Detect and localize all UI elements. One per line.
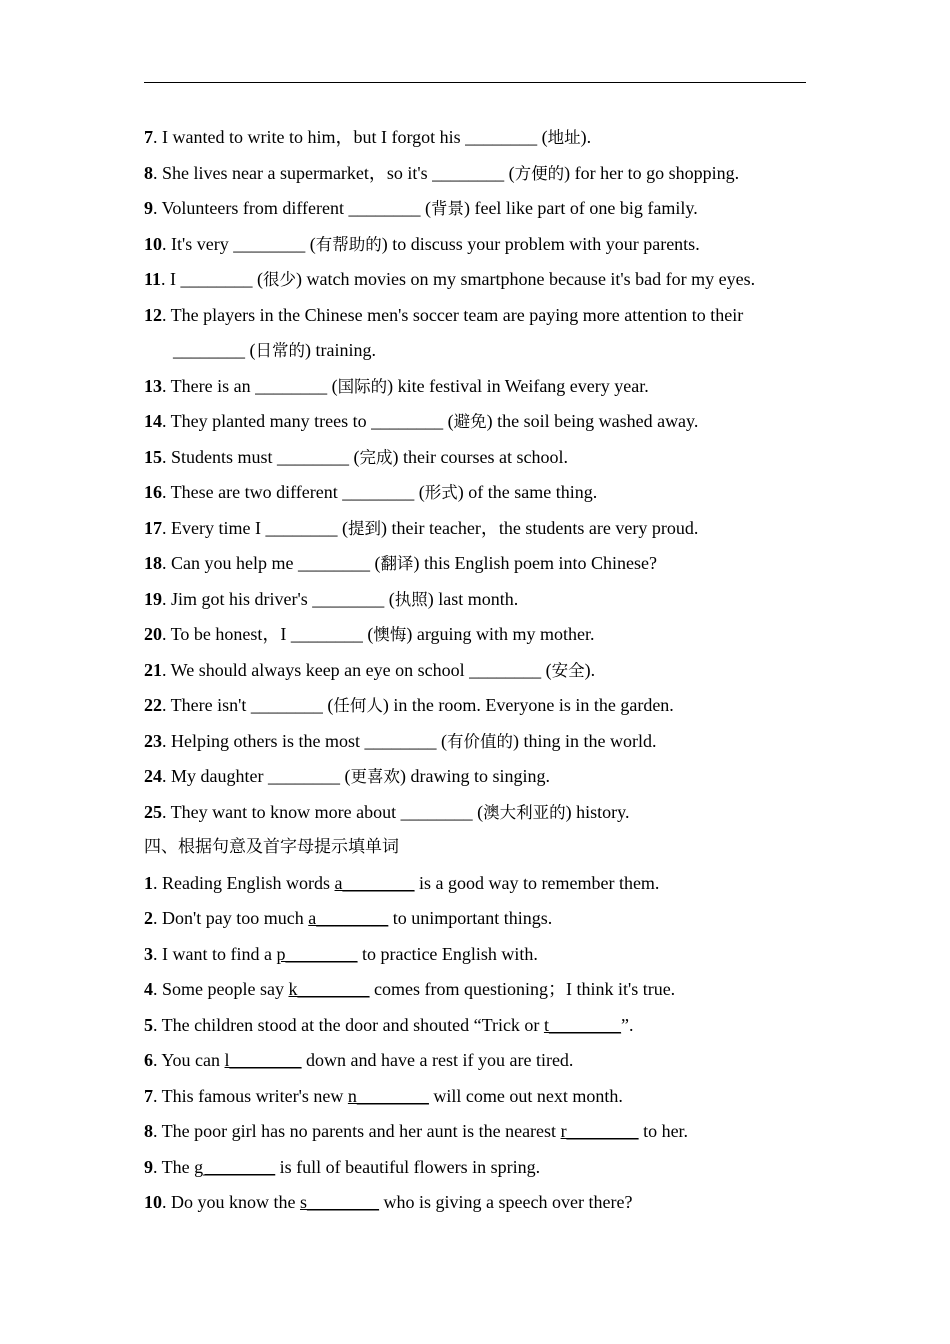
question-item [144,227,806,263]
question-text: down and have a rest if you are tired. [301,1050,574,1070]
chinese-hint: 懊悔 [373,625,407,644]
question-item [144,475,806,511]
initial-letter-blank: s________ [300,1192,380,1212]
question-text: ) arguing with my mother. [406,624,595,644]
worksheet-content [144,120,806,1221]
question-item [144,1043,806,1079]
question-number: 22 [144,695,162,715]
question-text: . To be honest，I ________ ( [162,624,374,644]
chinese-hint: 方便的 [514,163,565,183]
question-item [144,511,806,547]
question-text: to practice English with. [357,943,538,964]
question-text: ) to discuss your problem with your parents. [381,233,700,254]
question-item [144,653,806,689]
question-text: ) their teacher，the students are very proud. [380,517,699,538]
question-number: 7 [144,127,153,147]
chinese-hint: 避免 [453,412,487,431]
question-text: . The players in the Chinese men's soccer team are paying more attention to their [162,304,744,325]
question-text: ) this English poem into Chinese? [413,553,657,573]
question-text: ) drawing to singing. [399,766,550,786]
question-text: . They want to know more about ________ ( [162,801,484,822]
question-text: ) history. [565,801,630,822]
chinese-hint: 提到 [347,518,381,538]
question-text: . It's very ________ ( [162,233,316,254]
question-text: ) kite festival in Weifang every year. [387,375,649,396]
question-text: . Don't pay too much [153,908,309,928]
chinese-hint: 澳大利亚的 [483,802,566,822]
question-number: 23 [144,730,162,751]
question-number: 15 [144,446,162,467]
question-item [144,724,806,760]
question-text: . They planted many trees to ________ ( [162,411,454,431]
question-number: 20 [144,624,162,644]
part4-list [144,866,806,1221]
question-item [144,156,806,192]
question-text: ) of the same thing. [457,482,598,502]
question-item [144,901,806,937]
chinese-hint: 任何人 [333,696,383,715]
chinese-hint: 更喜欢 [350,767,400,786]
question-item [144,866,806,902]
question-item [144,759,806,795]
question-item [144,1185,806,1221]
initial-letter-blank: l________ [224,1050,302,1070]
question-item [144,546,806,582]
question-number: 5 [144,1014,153,1035]
chinese-hint: 有价值的 [446,731,513,751]
question-text: . Volunteers from different ________ ( [153,198,431,218]
question-item [144,937,806,973]
chinese-hint: 地址 [547,128,581,147]
question-number: 8 [144,1121,153,1141]
question-item [144,191,806,227]
question-number: 17 [144,517,162,538]
question-text: ). [584,659,596,680]
initial-letter-blank: t________ [543,1014,621,1035]
question-number: 21 [144,659,162,680]
question-number: 10 [144,233,162,254]
question-item [144,972,806,1008]
question-number: 8 [144,162,153,183]
question-text: ________ ( [173,340,256,360]
question-text: ) thing in the world. [512,730,657,751]
chinese-hint: 执照 [394,589,428,609]
question-item [144,404,806,440]
question-text: . She lives near a supermarket，so it's ________ ( [153,162,515,183]
question-text: ) the soil being washed away. [486,411,699,431]
initial-letter-blank: n________ [347,1085,429,1106]
question-item [144,688,806,724]
question-text: . The poor girl has no parents and her aunt is the nearest [153,1121,561,1141]
question-text: to unimportant things. [388,908,553,928]
chinese-hint: 很少 [263,270,297,289]
question-item [144,262,806,298]
header-rule [144,82,806,83]
part4-heading: 四、根据句意及首字母提示填单词 [144,837,399,857]
question-number: 4 [144,979,153,999]
question-item [144,1150,806,1186]
part3-list [144,120,806,830]
chinese-hint: 国际的 [337,376,388,396]
question-item [144,1008,806,1044]
question-number: 3 [144,943,153,964]
question-number: 19 [144,588,162,609]
question-text: will come out next month. [428,1085,623,1106]
question-text: ) for her to go shopping. [564,162,740,183]
question-number: 18 [144,553,162,573]
question-number: 25 [144,801,162,822]
question-number: 7 [144,1085,153,1106]
question-text: . This famous writer's new [153,1085,348,1106]
question-number: 12 [144,304,162,325]
chinese-hint: 形式 [424,483,458,502]
question-text: who is giving a speech over there? [379,1192,633,1212]
question-number: 13 [144,375,162,396]
chinese-hint: 背景 [430,199,464,218]
question-text: ) in the room. Everyone is in the garden. [382,695,674,715]
question-text: . Can you help me ________ ( [162,553,381,573]
question-item [144,1079,806,1115]
chinese-hint: 完成 [359,447,393,467]
question-text: . I ________ ( [161,269,264,289]
initial-letter-blank: g________ [194,1156,276,1177]
question-item [144,582,806,618]
question-number: 9 [144,198,153,218]
question-text: to her. [638,1121,689,1141]
chinese-hint: 翻译 [380,554,414,573]
question-text: . Some people say [153,979,289,999]
question-text: . Every time I ________ ( [162,517,348,538]
question-text: ) their courses at school. [392,446,568,467]
question-item [144,617,806,653]
question-text: . You can [153,1050,225,1070]
question-text: is full of beautiful flowers in spring. [275,1156,541,1177]
question-text: . I want to find a [153,943,277,964]
question-continuation [144,333,806,369]
question-item [144,1114,806,1150]
question-text: ) feel like part of one big family. [463,198,698,218]
question-item [144,298,806,334]
initial-letter-blank: a________ [308,908,389,928]
question-item [144,369,806,405]
question-text: . Jim got his driver's ________ ( [162,588,395,609]
question-text: is a good way to remember them. [414,872,660,893]
chinese-hint: 有帮助的 [315,234,382,254]
question-text: . Students must ________ ( [162,446,360,467]
question-text: . Reading English words [153,872,335,893]
question-number: 6 [144,1050,153,1070]
question-item [144,440,806,476]
question-number: 9 [144,1156,153,1177]
question-text: ”. [620,1014,634,1035]
question-text: . Helping others is the most ________ ( [162,730,447,751]
question-text: . These are two different ________ ( [162,482,425,502]
question-item [144,795,806,831]
question-number: 1 [144,872,153,893]
chinese-hint: 安全 [551,660,585,680]
question-text: . Do you know the [162,1192,300,1212]
question-text: . We should always keep an eye on school ________ ( [162,659,552,680]
question-number: 2 [144,908,153,928]
question-text: ) last month. [427,588,519,609]
question-number: 10 [144,1192,162,1212]
question-text: . My daughter ________ ( [162,766,351,786]
question-number: 11 [144,269,162,289]
question-text: . The children stood at the door and shouted “Trick or [153,1014,544,1035]
question-text: ). [580,127,592,147]
question-text: ) watch movies on my smartphone because it's bad for my eyes. [296,269,756,289]
question-text: comes from questioning；I think it's true. [369,979,676,999]
question-text: . There is an ________ ( [162,375,338,396]
question-text: . I wanted to write to him，but I forgot his ________ ( [153,127,548,147]
question-number: 16 [144,482,162,502]
question-number: 14 [144,411,162,431]
initial-letter-blank: r________ [560,1121,639,1141]
question-text: . The [153,1156,195,1177]
question-number: 24 [144,766,162,786]
question-item [144,120,806,156]
chinese-hint: 日常的 [255,341,305,360]
initial-letter-blank: k________ [288,979,370,999]
initial-letter-blank: a________ [334,872,415,893]
question-text: ) training. [305,340,376,360]
question-text: . There isn't ________ ( [162,695,334,715]
initial-letter-blank: p________ [276,943,358,964]
